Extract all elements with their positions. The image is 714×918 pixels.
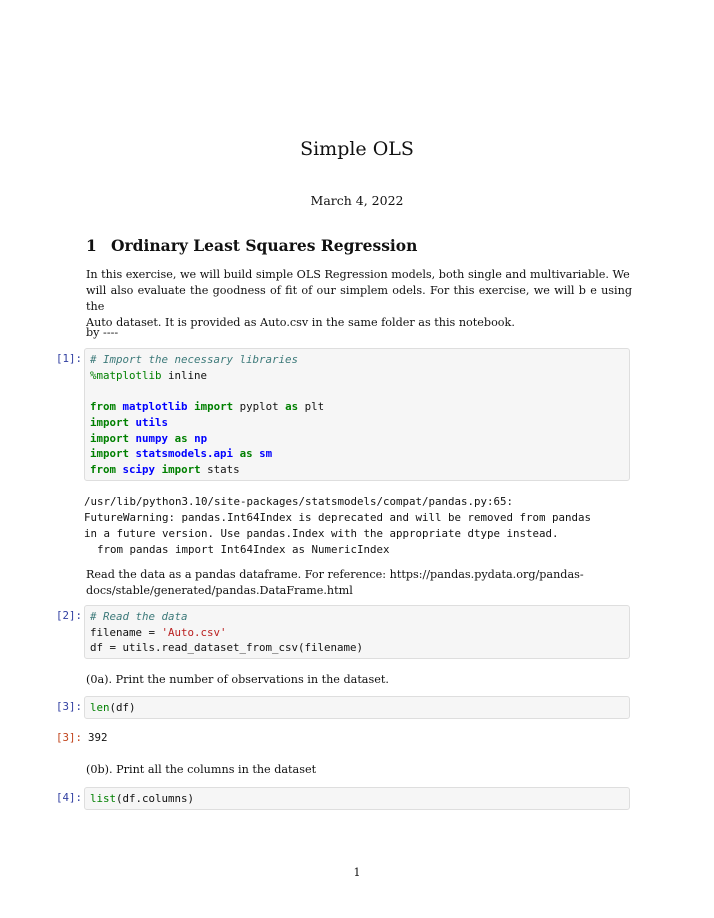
read-data-paragraph: [86, 567, 632, 599]
code-text: (df): [109, 701, 136, 714]
module-name: statsmodels.api: [135, 447, 234, 461]
input-prompt-1: [1]:: [55, 352, 82, 365]
stderr-line: in a future version. Use pandas.Index with the appropriate dtype instead.: [84, 527, 559, 540]
code-line: [90, 625, 624, 641]
intro-line: In this exercise, we will build simple OLS Regression models, both single and multivariable. We: [86, 268, 630, 281]
code-line: [90, 700, 624, 716]
stderr-line: from pandas import Int64Index as NumericIndex: [84, 543, 390, 556]
code-blank-line: [90, 383, 624, 399]
code-cell-3[interactable]: [84, 696, 630, 719]
keyword: import: [194, 400, 234, 414]
code-line: [90, 791, 624, 807]
input-prompt-3: [3]:: [55, 700, 82, 713]
section-heading: [86, 236, 417, 255]
module-name: numpy: [135, 431, 169, 445]
operator: =: [109, 641, 117, 655]
code-text: pyplot: [239, 400, 279, 414]
module-name: matplotlib: [122, 400, 188, 414]
keyword: import: [90, 447, 130, 461]
keyword: from: [90, 462, 117, 476]
question-0a: (0a). Print the number of observations in the dataset.: [86, 673, 389, 686]
code-line: [90, 446, 624, 462]
read-data-line: docs/stable/generated/pandas.DataFrame.html: [86, 584, 353, 597]
page-number: 1: [353, 866, 361, 879]
builtin-function: list: [90, 792, 117, 805]
read-data-line: Read the data as a pandas dataframe. For reference: https://pandas.pydata.org/pandas-: [86, 568, 584, 581]
code-cell-1[interactable]: [84, 348, 630, 481]
input-prompt-4: [4]:: [55, 791, 82, 804]
code-text: filename: [90, 625, 149, 639]
keyword: import: [90, 431, 130, 445]
code-text: (df.columns): [116, 792, 195, 805]
intro-line: will also evaluate the goodness of fit of our simplem odels. For this exercise, we will b e using the: [86, 284, 632, 313]
code-cell-2[interactable]: [84, 605, 630, 659]
code-line: [90, 352, 624, 368]
keyword: as: [174, 431, 188, 445]
code-comment: # Read the data: [90, 610, 188, 623]
section-title: Ordinary Least Squares Regression: [111, 236, 418, 255]
module-name: scipy: [122, 462, 156, 476]
stderr-output: [84, 494, 591, 558]
operator: =: [148, 625, 156, 639]
code-line: [90, 415, 624, 431]
author-line: by ----: [86, 326, 119, 339]
keyword: import: [161, 462, 201, 476]
document-title: Simple OLS: [300, 138, 414, 160]
intro-paragraph: [86, 267, 632, 331]
code-text: df: [90, 641, 110, 655]
output-prompt-3: [3]:: [55, 731, 82, 744]
module-name: utils: [135, 415, 169, 429]
document-date: March 4, 2022: [310, 193, 404, 208]
code-line: [90, 431, 624, 447]
string-literal: 'Auto.csv': [161, 625, 227, 639]
code-cell-4[interactable]: [84, 787, 630, 810]
keyword: from: [90, 400, 117, 414]
intro-line: Auto dataset. It is provided as Auto.csv in the same folder as this notebook.: [86, 316, 515, 329]
stderr-line: /usr/lib/python3.10/site-packages/statsmodels/compat/pandas.py:65:: [84, 495, 514, 508]
section-number: 1: [86, 236, 97, 255]
code-text: utils.read_dataset_from_csv(filename): [116, 641, 364, 655]
module-alias: np: [194, 431, 208, 445]
stderr-line: FutureWarning: pandas.Int64Index is deprecated and will be removed from pandas: [84, 511, 592, 524]
question-0b: (0b). Print all the columns in the dataset: [86, 763, 317, 776]
builtin-function: len: [90, 701, 110, 714]
code-line: [90, 399, 624, 415]
code-text: inline: [161, 368, 208, 382]
input-prompt-2: [2]:: [55, 609, 82, 622]
code-line: [90, 640, 624, 656]
code-line: [90, 462, 624, 478]
code-line: [90, 609, 624, 625]
code-text: plt: [304, 400, 325, 414]
code-text: stats: [207, 462, 240, 476]
code-line: [90, 368, 624, 384]
code-comment: # Import the necessary libraries: [90, 353, 299, 366]
keyword: as: [239, 447, 253, 461]
magic-command: %matplotlib: [90, 368, 162, 382]
keyword: import: [90, 415, 130, 429]
module-alias: sm: [259, 447, 273, 461]
cell-output-3: 392: [88, 731, 108, 744]
keyword: as: [285, 400, 299, 414]
